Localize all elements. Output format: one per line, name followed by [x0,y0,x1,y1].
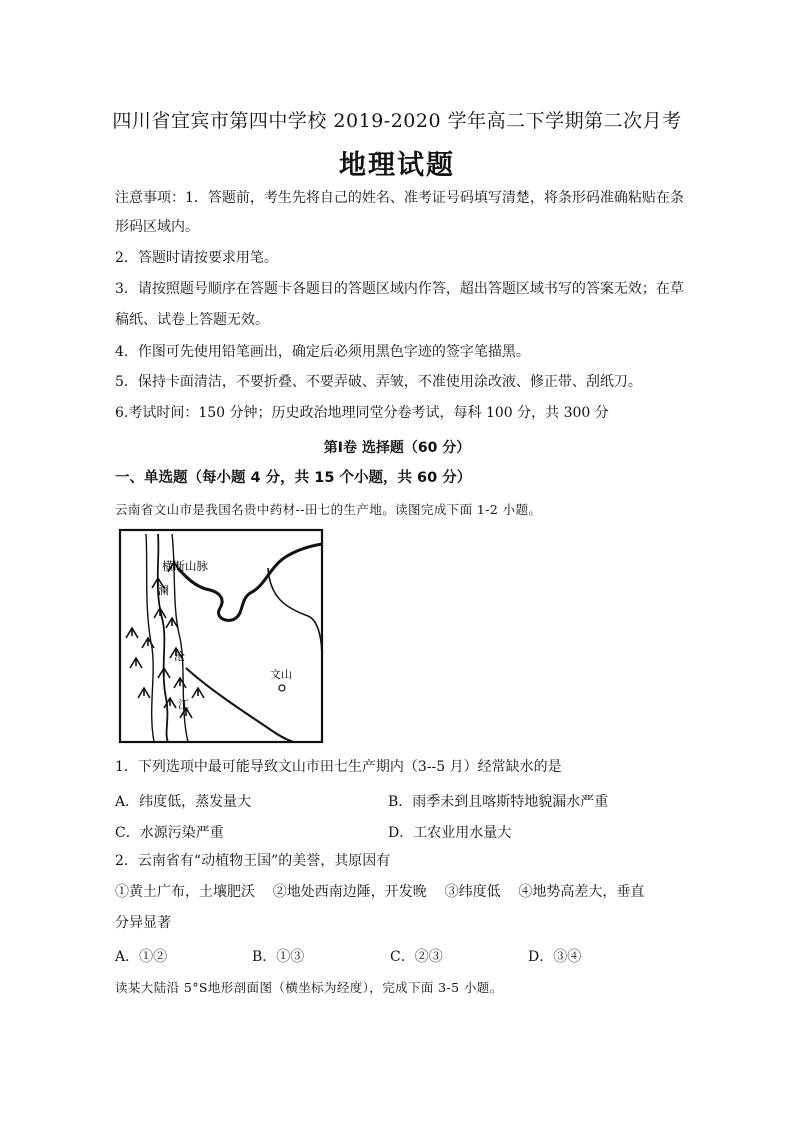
yunnan-map [118,528,326,746]
notes-line-1b: 形码区域内。 [115,219,199,235]
label-cang: 沧 [174,650,185,663]
notes-line-3b: 稿纸、试卷上答题无效。 [115,312,269,328]
question-intro: 云南省文山市是我国名贵中药材--田七的生产地。读图完成下面 1-2 小题。 [115,502,542,517]
label-mountain: 横断山脉 [162,559,208,573]
q1-option-b: B．雨季未到且喀斯特地貌漏水严重 [388,794,609,810]
exam-title: 地理试题 [339,150,455,181]
section-heading: 一、单选题（每小题 4 分，共 15 个小题，共 60 分） [115,470,472,486]
notes-line-1: 注意事项：1．答题前，考生先将自己的姓名、准考证号码填写清楚，将条形码准确粘贴在条 [115,190,684,206]
q1-option-c: C．水源污染严重 [115,825,224,841]
notes-line-6: 6.考试时间：150 分钟；历史政治地理同堂分卷考试，每科 100 分，共 300 分 [115,405,609,421]
q2-stem: 2．云南省有“动植物王国”的美誉，其原因有 [115,853,391,869]
next-question-intro: 读某大陆沿 5°S地形剖面图（横坐标为经度），完成下面 3-5 小题。 [115,980,503,995]
q1-option-a: A．纬度低，蒸发量大 [115,794,252,810]
exam-subtitle: 四川省宜宾市第四中学校 2019-2020 学年高二下学期第二次月考 [112,110,682,132]
wenshan-city-marker [279,685,285,691]
label-lan: 澜 [158,584,169,597]
q2-option-d: D．③④ [528,949,582,965]
q2-option-a: A．①② [115,949,168,965]
q2-choices-line-2: 分异显著 [115,915,171,931]
q2-option-b: B．①③ [252,949,305,965]
q2-choices-line: ①黄土广布，土壤肥沃 ②地处西南边陲，开发晚 ③纬度低 ④地势高差大，垂直 [115,884,645,900]
q2-option-c: C．②③ [390,949,443,965]
q1-stem: 1．下列选项中最可能导致文山市田七生产期内（3--5 月）经常缺水的是 [115,759,562,775]
label-jiang: 江 [178,698,189,711]
notes-line-2: 2．答题时请按要求用笔。 [115,250,278,266]
notes-line-5: 5．保持卡面清洁，不要折叠、不要弄破、弄皱，不准使用涂改液、修正带、刮纸刀。 [115,374,642,390]
part-heading: 第Ⅰ卷 选择题（60 分） [323,440,471,456]
notes-line-3: 3．请按照题号顺序在答题卡各题目的答题区域内作答，超出答题区域书写的答案无效；在草 [115,281,684,297]
q1-option-d: D．工农业用水量大 [388,825,512,841]
label-city: 文山 [270,668,292,681]
notes-line-4: 4．作图可先使用铅笔画出，确定后必须用黑色字迹的签字笔描黑。 [115,344,530,360]
